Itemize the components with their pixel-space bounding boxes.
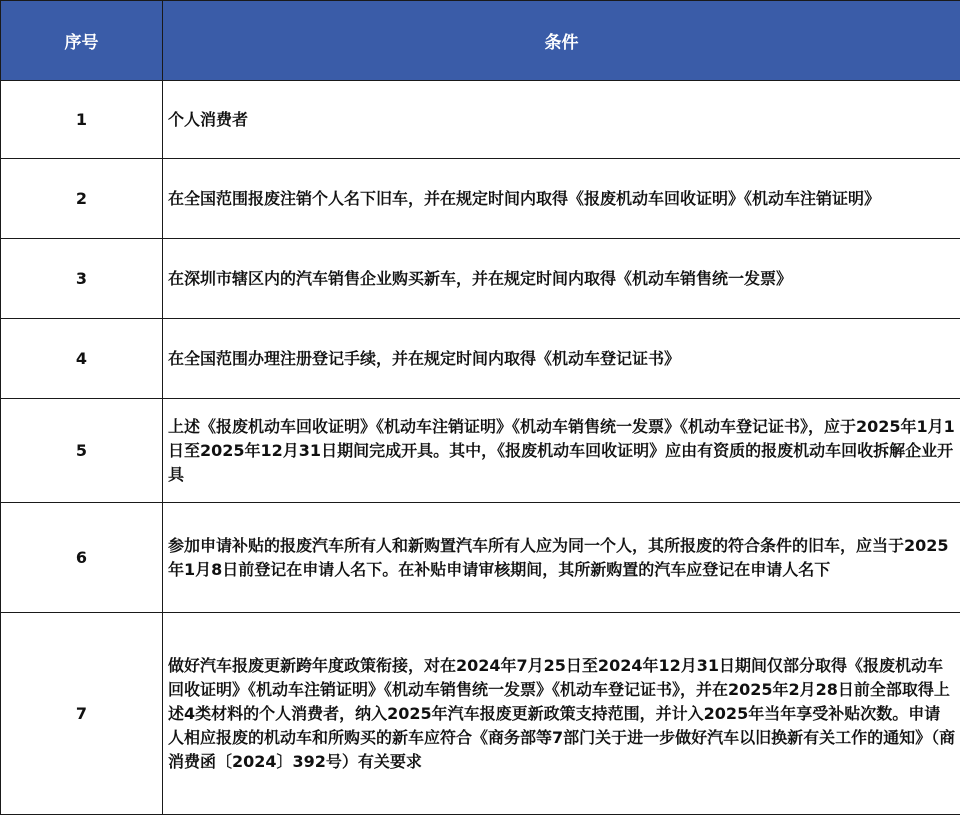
row-condition: 在深圳市辖区内的汽车销售企业购买新车，并在规定时间内取得《机动车销售统一发票》 — [163, 239, 960, 319]
table-row — [1, 239, 960, 319]
row-number: 7 — [1, 613, 163, 815]
row-number: 2 — [1, 159, 163, 239]
row-condition: 在全国范围报废注销个人名下旧车，并在规定时间内取得《报废机动车回收证明》《机动车注销证明》 — [163, 159, 960, 239]
table-row — [1, 81, 960, 159]
table-row — [1, 613, 960, 815]
row-number: 5 — [1, 399, 163, 503]
row-condition: 做好汽车报废更新跨年度政策衔接，对在2024年7月25日至2024年12月31日期间仅部分取得《报废机动车回收证明》《机动车注销证明》《机动车销售统一发票》《机动车登记证书》，并在2025年2月28日前全部取得上述4类材料的个人消费者，纳入2025年汽车报废更新政策支持范围，并计入2025年当年享受补贴次数。申请人相应报废的机动车和所购买的新车应符合《商务部等7部门关于进一步做好汽车以旧换新有关工作的通知》（商消费函〔2024〕392号）有关要求 — [163, 613, 960, 815]
row-condition: 个人消费者 — [163, 81, 960, 159]
row-condition: 上述《报废机动车回收证明》《机动车注销证明》《机动车销售统一发票》《机动车登记证书》，应于2025年1月1日至2025年12月31日期间完成开具。其中，《报废机动车回收证明》应由有资质的报废机动车回收拆解企业开具 — [163, 399, 960, 503]
row-number: 6 — [1, 503, 163, 613]
header-condition: 条件 — [163, 1, 960, 81]
table-row — [1, 319, 960, 399]
header-number: 序号 — [1, 1, 163, 81]
row-number: 3 — [1, 239, 163, 319]
table-row — [1, 503, 960, 613]
row-condition: 参加申请补贴的报废汽车所有人和新购置汽车所有人应为同一个人，其所报废的符合条件的旧车，应当于2025年1月8日前登记在申请人名下。在补贴申请审核期间，其所新购置的汽车应登记在申请人名下 — [163, 503, 960, 613]
table-header-row — [1, 1, 960, 81]
row-number: 4 — [1, 319, 163, 399]
table-row — [1, 399, 960, 503]
row-condition: 在全国范围办理注册登记手续，并在规定时间内取得《机动车登记证书》 — [163, 319, 960, 399]
table-row — [1, 159, 960, 239]
row-number: 1 — [1, 81, 163, 159]
